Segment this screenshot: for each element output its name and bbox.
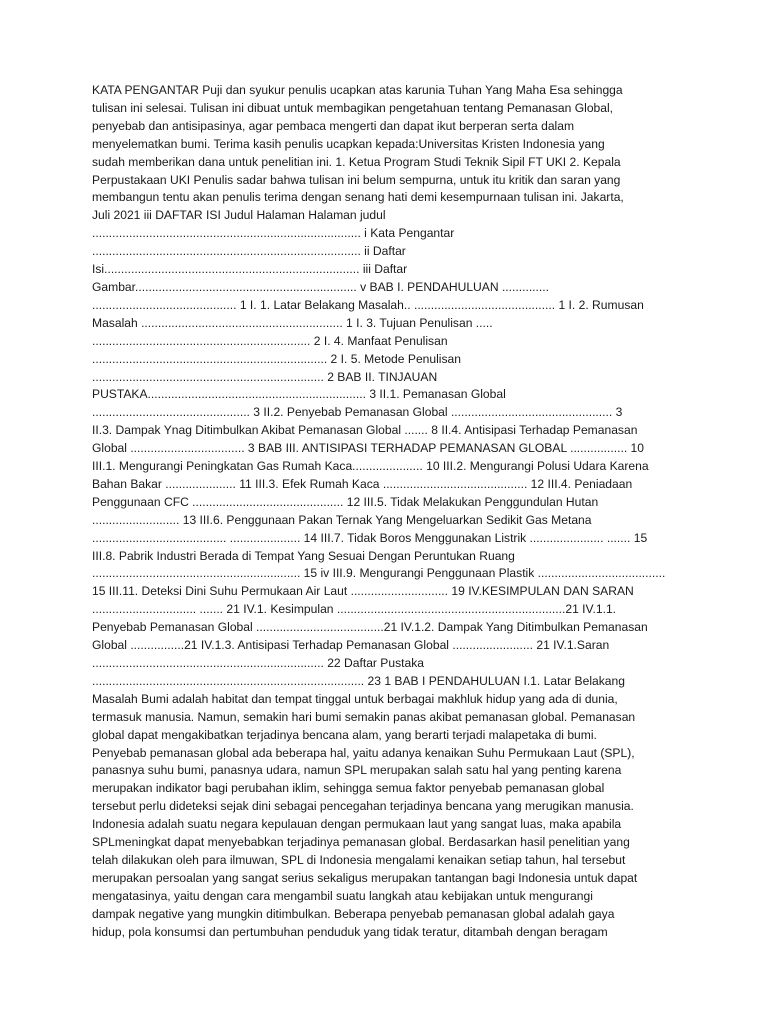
text-line: ............................................... 3 II.2. Penyebab Pemanasan Global ................................................ 3	[92, 405, 623, 420]
text-line: ........................................ ..................... 14 III.7. Tidak Boros Menggunakan Listrik ...................... ....... 15	[92, 530, 648, 545]
text-line: ................................................................................. 23 1 BAB I PENDAHULUAN I.1. Latar Belakang	[92, 673, 625, 688]
text-line: ................................................................................ ii Daftar	[92, 244, 406, 259]
text-line: termasuk manusia. Namun, semakin hari bumi semakin panas akibat pemanasan global. Pemanasan	[92, 709, 636, 724]
text-line: membangun tentu akan penulis terima dengan senang hati demi kesempurnaan tulisan ini. Jakarta,	[92, 190, 624, 205]
text-line: .......................... 13 III.6. Penggunaan Pakan Ternak Yang Mengeluarkan Sedikit Gas Metana	[92, 512, 592, 527]
text-line: Global .................................. 3 BAB III. ANTISIPASI TERHADAP PEMANASAN GLOBAL ................. 10	[92, 441, 645, 456]
text-line: dampak negative yang mungkin ditimbulkan. Beberapa penyebab pemanasan global adalah gaya	[92, 906, 615, 921]
text-line: hidup, pola konsumsi dan pertumbuhan penduduk yang tidak teratur, ditambah dengan beragam	[92, 924, 608, 939]
text-line: merupakan persoalan yang sangat serius sekaligus merupakan tantangan bagi Indonesia untuk dapat	[92, 870, 638, 885]
text-line: ............................... ....... 21 IV.1. Kesimpulan ....................................................................21 IV.1.1.	[92, 602, 617, 617]
text-line: Penyebab Pemanasan Global ......................................21 IV.1.2. Dampak Yang Ditimbulkan Pemanasan	[92, 620, 648, 635]
text-line: tulisan ini selesai. Tulisan ini dibuat untuk membagikan pengetahuan tentang Pemanasan Global,	[92, 100, 614, 115]
text-line: Juli 2021 iii DAFTAR ISI Judul Halaman Halaman judul	[92, 208, 386, 223]
text-line: ..................................................................... 22 Daftar Pustaka	[92, 656, 425, 670]
text-line: 15 III.11. Deteksi Dini Suhu Permukaan Air Laut ............................. 19 IV.KESIMPULAN DAN SARAN	[92, 584, 634, 599]
text-line: Penyebab pemanasan global ada beberapa hal, yaitu adanya kenaikan Suhu Permukaan Laut (SPL),	[92, 745, 635, 760]
text-line: mengatasinya, yaitu dengan cara mengambil suatu langkah atau kebijakan untuk mengurangi	[92, 888, 593, 903]
text-line: global dapat mengakibatkan terjadinya bencana alam, yang berarti terjadi malapetaka di bumi.	[92, 727, 597, 742]
text-line: PUSTAKA................................................................. 3 II.1. Pemanasan Global	[92, 387, 506, 402]
text-line: merupakan indikator bagi perubahan iklim, sehingga semua faktor penyebab pemanasan global	[92, 781, 605, 796]
text-line: III.8. Pabrik Industri Berada di Tempat Yang Sesuai Dengan Peruntukan Ruang	[92, 548, 515, 563]
text-line: panasnya suhu bumi, panasnya udara, namun SPL merupakan salah satu hal yang penting karena	[92, 763, 622, 778]
text-line: Bahan Bakar ..................... 11 III.3. Efek Rumah Kaca ........................................... 12 III.4. Peniadaan	[92, 476, 633, 491]
text-line: tersebut perlu dideteksi sejak dini sebagai pencegahan terjadinya bencana yang merugikan manusia.	[92, 799, 634, 814]
text-line: menyelematkan bumi. Terima kasih penulis ucapkan kepada:Universitas Kristen Indonesia yang	[92, 136, 605, 151]
text-line: sudah memberikan dana untuk penelitian ini. 1. Ketua Program Studi Teknik Sipil FT UKI 2. Kepala	[92, 154, 621, 169]
text-line: ................................................................................ i Kata Pengantar	[92, 226, 455, 241]
text-line: Global ................21 IV.1.3. Antisipasi Terhadap Pemanasan Global ........................ 21 IV.1.Saran	[92, 638, 610, 653]
text-line: ................................................................. 2 I. 4. Manfaat Penulisan	[92, 333, 448, 348]
text-line: penyebab dan antisipasinya, agar pembaca mengerti dan dapat ikut berperan serta dalam	[92, 118, 575, 133]
text-line: ...................................................................... 2 I. 5. Metode Penulisan	[92, 351, 461, 366]
text-line: Isi............................................................................ iii Daftar	[92, 262, 408, 277]
text-line: Masalah ............................................................ 1 I. 3. Tujuan Penulisan .....	[92, 315, 493, 330]
text-line: Gambar.................................................................. v BAB I. PENDAHULUAN ..............	[92, 279, 549, 294]
text-line: ..................................................................... 2 BAB II. TINJAUAN	[92, 369, 438, 384]
text-line: Indonesia adalah suatu negara kepulauan dengan permukaan laut yang sangat luas, maka apabila	[92, 817, 622, 832]
text-line: Penggunaan CFC ............................................. 12 III.5. Tidak Melakukan Penggundulan Hutan	[92, 494, 599, 509]
text-line: Masalah Bumi adalah habitat dan tempat tinggal untuk berbagai makhluk hidup yang ada di dunia,	[92, 691, 618, 706]
document-page	[92, 82, 678, 942]
text-line: SPLmeningkat dapat menyebabkan terjadinya pemanasan global. Berdasarkan hasil penelitian yang	[92, 835, 630, 850]
text-line: Perpustakaan UKI Penulis sadar bahwa tulisan ini belum sempurna, untuk itu kritik dan saran yang	[92, 172, 621, 187]
text-line: KATA PENGANTAR Puji dan syukur penulis ucapkan atas karunia Tuhan Yang Maha Esa sehingga	[92, 83, 623, 97]
text-line: III.1. Mengurangi Peningkatan Gas Rumah Kaca..................... 10 III.2. Mengurangi Polusi Udara Karena	[92, 459, 649, 474]
text-line: II.3. Dampak Ynag Ditimbulkan Akibat Pemanasan Global ....... 8 II.4. Antisipasi Terhadap Pemanasan	[92, 423, 638, 438]
text-line: .............................................................. 15 iv III.9. Mengurangi Penggunaan Plastik ......................................	[92, 566, 666, 581]
text-line: telah dilakukan oleh para ilmuwan, SPL di Indonesia mengalami kenaikan setiap tahun, hal tersebut	[92, 852, 626, 867]
text-line: ........................................... 1 I. 1. Latar Belakang Masalah.. .......................................... 1 I. 2. Rumusan	[92, 297, 644, 312]
